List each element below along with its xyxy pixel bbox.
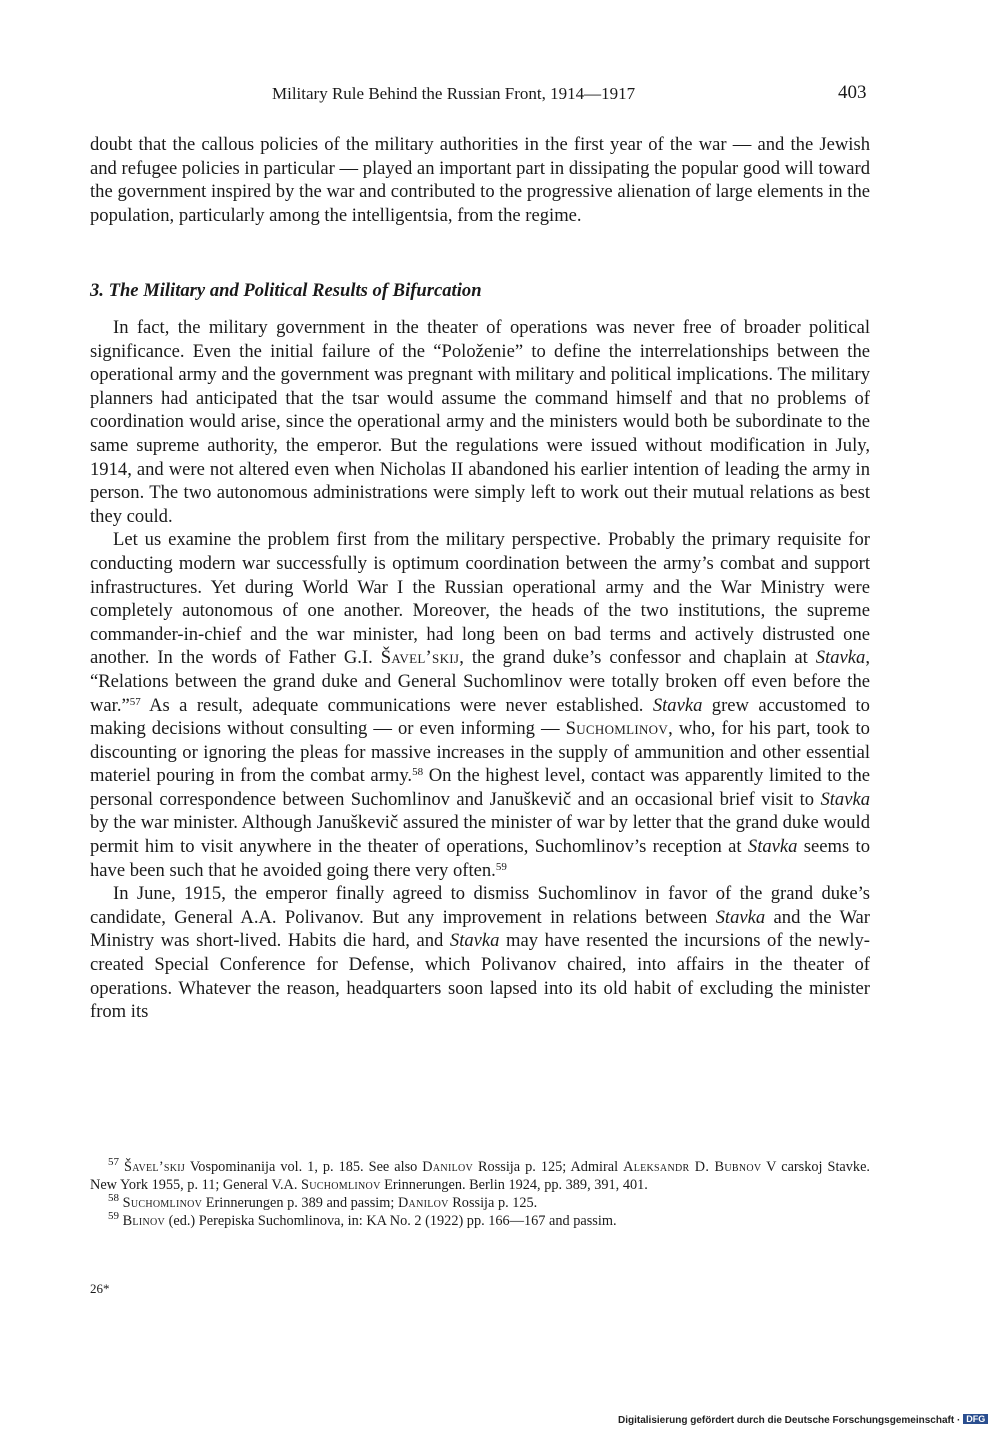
running-header-title: Military Rule Behind the Russian Front, 1914—1917 bbox=[272, 84, 636, 103]
digitization-credit bbox=[618, 1414, 988, 1426]
dfg-logo-icon: DFG bbox=[963, 1414, 988, 1424]
paragraph-3: Let us examine the problem first from the military perspective. Probably the primary requisite for conducting modern war successfully is optimum coordination between the army’s combat and support infrastructures. Yet during World War I the Russian operational army and the War Ministry were completely autonomous of one another. Moreover, the heads of the two institutions, the supreme commander-in-chief and the war minister, had long been on bad terms and actively distrusted one another. In the words of Father G.I. Šavel’skij, the grand duke’s confessor and chaplain at Stavka, “Relations between the grand duke and General Suchomlinov were totally broken off even before the war.”$^{57}$ As a result, adequate communications were never established. Stavka grew accustomed to making decisions without consulting — or even informing — Suchomlinov, who, for his part, took to discounting or ignoring the pleas for massive increases in the supply of ammunition and other essential materiel pouring in from the combat army.$^{58}$ On the highest level, contact was apparently limited to the personal correspondence between Suchomlinov and Januškevič and an occasional brief visit to Stavka by the war minister. Although Januškevič assured the minister of war by letter that the grand duke would permit him to visit anywhere in the theater of operations, Suchomlinov’s reception at Stavka seems to have been such that he avoided going there very often.$^{59}$ bbox=[90, 529, 871, 881]
paragraph-1: doubt that the callous policies of the military authorities in the first year of the war — and the Jewish and refugee policies in particular — played an important part in dissipating the popular good will toward the government inspired by the war and contributed to the progressive alienation of large elements in the population, particularly among the intelligentsia, from the regime. bbox=[90, 134, 870, 226]
signature-mark: 26* bbox=[90, 1281, 110, 1296]
page-number: 403 bbox=[838, 82, 867, 103]
paragraph-4: In June, 1915, the emperor finally agreed to dismiss Suchomlinov in favor of the grand duke’s candidate, General A.A. Polivanov. But any improvement in relations between Stavka and the War Ministry was short-lived. Habits die hard, and Stavka may have resented the incursions of the newly-created Special Conference for Defense, which Polivanov chaired, into affairs in the theater of operations. Whatever the reason, headquarters soon lapsed into its old habit of excluding the minister from its bbox=[90, 883, 871, 1023]
digitization-credit-text: Digitalisierung gefördert durch die Deutsche Forschungsgemeinschaft · bbox=[618, 1415, 961, 1426]
paragraph-continuation bbox=[90, 133, 870, 227]
footnote-58: $^{58}$ Suchomlinov Erinnerungen p. 389 and passim; Danilov Rossija p. 125. bbox=[108, 1192, 538, 1211]
footnote-ref-57: 57 bbox=[129, 695, 141, 708]
footnote-ref-58: 58 bbox=[412, 766, 424, 779]
footnote-57: $^{57}$ Šavel’skij Vospominanija vol. 1, p. 185. See also Danilov Rossija p. 125; Admiral Aleksandr D. Bubnov V carskoj Stavke. New York 1955, p. 11; General V.A. Suchomlinov Erinnerungen. Berlin 1924, pp. 389, 391, 401. bbox=[90, 1156, 870, 1193]
body-text bbox=[90, 316, 870, 1024]
footnote-ref-59: 59 bbox=[495, 860, 507, 873]
section-heading: 3. The Military and Political Results of Bifurcation bbox=[90, 280, 482, 301]
paragraph-2: In fact, the military government in the theater of operations was never free of broader political significance. Even the initial failure of the “Položenie” to define the interrelationships between the operational army and the government was pregnant with military and political implications. The military planners had anticipated that the tsar would assume the command himself and that no problems of coordination would arise, since the operational army and the ministers would both be subordinate to the same supreme authority, the emperor. But the regulations were issued without modification in July, 1914, and were not altered even when Nicholas II abandoned his earlier intention of leading the army in person. The two autonomous administrations were simply left to work out their mutual relations as best they could. bbox=[90, 317, 870, 527]
footnote-59: $^{59}$ Blinov (ed.) Perepiska Suchomlinova, in: KA No. 2 (1922) pp. 166—167 and passim. bbox=[108, 1210, 617, 1229]
footnotes bbox=[90, 1158, 870, 1230]
